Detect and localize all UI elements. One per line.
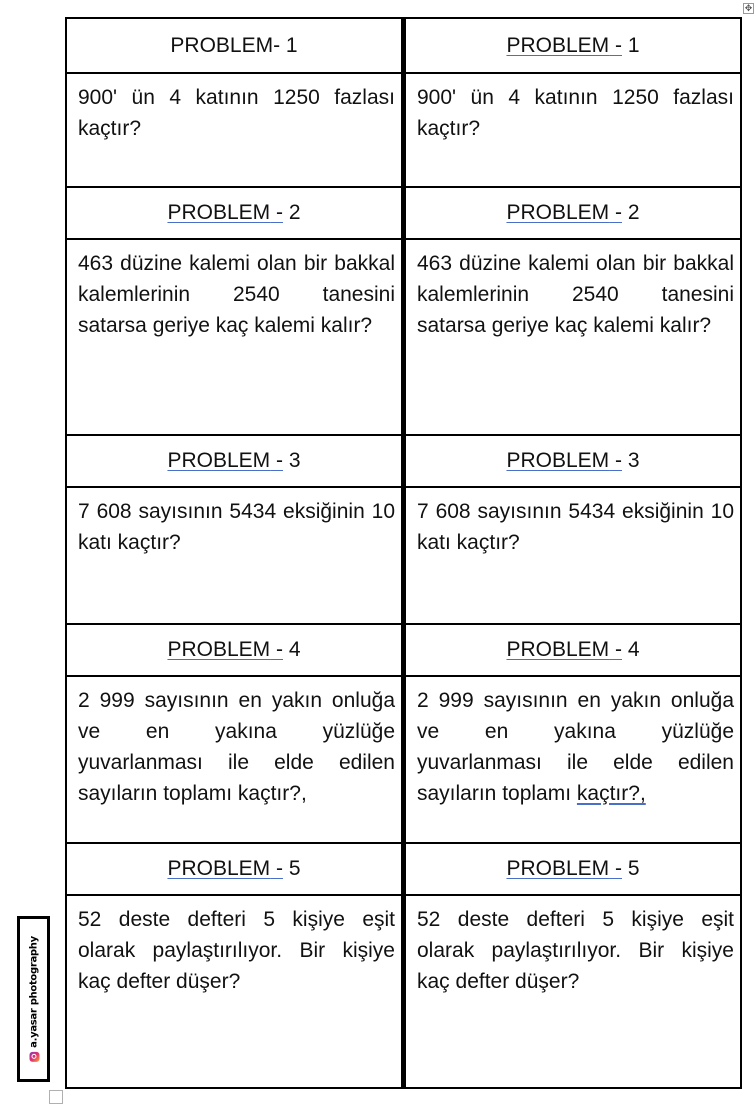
worksheet-table [65,17,742,1089]
problem-number: 1 [285,33,298,57]
problem-label: PROBLEM [167,201,271,224]
problem-label: PROBLEM [506,201,610,224]
table-move-handle-icon[interactable]: ✥ [744,3,753,13]
problem-3-text: 7 608 sayısının 5434 eksiğinin 10 katı kaçtır? [406,488,740,625]
problem-3-header: PROBLEM - 3 [406,436,740,488]
problem-label: PROBLEM [506,638,610,661]
problem-4-text: 2 999 sayısının en yakın onluğa ve en yakına yüzlüğe yuvarlanması ile elde edilen sayıların toplamı kaçtır?, [67,677,401,844]
problem-2-header: PROBLEM - 2 [67,188,401,240]
left-column [65,17,403,1089]
problem-5-header: PROBLEM - 5 [67,844,401,896]
problem-label: PROBLEM- [170,33,281,57]
problem-4-text: 2 999 sayısının en yakın onluğa ve en yakına yüzlüğe yuvarlanması ile elde edilen sayıların toplamı kaçtır?, [406,677,740,844]
problem-number: 4 [288,638,301,661]
watermark-text: a.yasar photography [28,936,39,1048]
problem-2-header: PROBLEM - 2 [406,188,740,240]
spellcheck-underlined-word: kaçtır?, [576,782,646,805]
problem-3-text: 7 608 sayısının 5434 eksiğinin 10 katı kaçtır? [67,488,401,625]
problem-label: PROBLEM [506,857,610,880]
text-boundary-marker [49,1090,63,1104]
problem-1-text: 900' ün 4 katının 1250 fazlası kaçtır? [67,74,401,188]
problem-5-header: PROBLEM - 5 [406,844,740,896]
problem-4-header: PROBLEM - 4 [67,625,401,677]
problem-4-header: PROBLEM - 4 [406,625,740,677]
problem-label: PROBLEM [167,449,271,472]
problem-number: 3 [627,449,640,472]
right-column [404,17,742,1089]
problem-number: 2 [627,201,640,224]
problem-2-text: 463 düzine kalemi olan bir bakkal kalemlerinin 2540 tanesini satarsa geriye kaç kalemi kalır? [67,240,401,436]
problem-2-text: 463 düzine kalemi olan bir bakkal kalemlerinin 2540 tanesini satarsa geriye kaç kalemi kalır? [406,240,740,436]
problem-1-header: PROBLEM - 1 [406,19,740,74]
photographer-watermark [17,916,50,1082]
problem-label: PROBLEM [167,857,271,880]
problem-number: 5 [288,857,301,880]
problem-number: 4 [627,638,640,661]
problem-label: PROBLEM [167,638,271,661]
problem-5-text: 52 deste defteri 5 kişiye eşit olarak paylaştırılıyor. Bir kişiye kaç defter düşer? [417,908,734,993]
problem-3-header: PROBLEM - 3 [67,436,401,488]
problem-label: PROBLEM [506,33,610,57]
problem-1-header [67,19,401,74]
problem-number: 2 [288,201,301,224]
problem-5-text: 52 deste defteri 5 kişiye eşit olarak paylaştırılıyor. Bir kişiye kaç defter düşer? [78,908,395,993]
instagram-icon [29,1052,39,1062]
problem-number: 5 [627,857,640,880]
problem-label: PROBLEM [506,449,610,472]
problem-1-text: 900' ün 4 katının 1250 fazlası kaçtır? [406,74,740,188]
problem-number: 1 [627,33,640,57]
problem-number: 3 [288,449,301,472]
